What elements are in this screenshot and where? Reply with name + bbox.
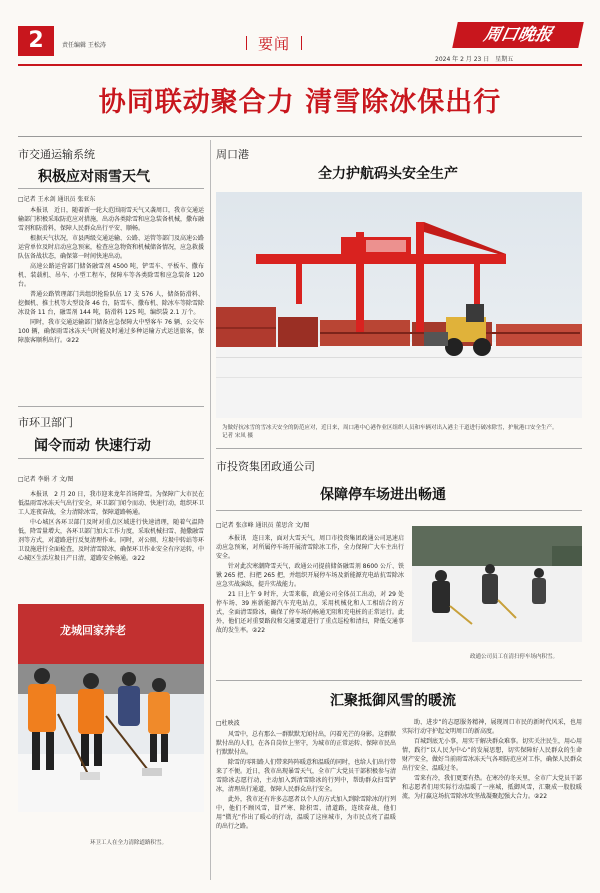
photo-sign-text: 龙城回家养老	[60, 624, 126, 637]
art4-body	[216, 534, 404, 672]
column-divider	[210, 140, 211, 880]
art4-kicker: 市投资集团政通公司	[216, 460, 315, 473]
art1-para: 普通公路管理部门共组织抢险队伍 17 支 576 人，储备防滑料、挖掘机、推土机等大型设备 46 台，防雪车、撒布机、除冰车等除雪除冰设备 11 台，融雪剂 144 吨，防滑料 125 吨，编织袋 2.1 万个。	[18, 291, 204, 316]
newspaper-logo: 周口晚报	[452, 22, 584, 48]
header-rule	[18, 64, 582, 66]
art4-rule	[216, 510, 582, 511]
art2-title: 全力护航码头安全生产	[318, 166, 458, 182]
art3-byline: □记者 李娟 才 文/图	[18, 476, 74, 483]
art1-para: 高速公路运营部门储备融雪剂 4500 吨，铲雪车、平板车、撒布机、装载机、吊车、小型工程车，保障车等各类除雪和应急装备 120 台。	[18, 263, 204, 288]
art4-end-rule	[216, 680, 582, 681]
art3-title: 闻令而动 快速行动	[34, 438, 151, 454]
art3-rule	[18, 458, 204, 459]
art3-kicker: 市环卫部门	[18, 416, 73, 429]
art1-para: 同时，我市交通运输部门储备应急保障大中型客车 76 辆、公交车 100 辆，确保雨雪冰冻天气时能及时通过多种运输方式运送旅客，保障旅客顺利出行。②22	[18, 319, 204, 344]
parking-photo	[412, 526, 582, 642]
art3-para: 本报讯 2 月 20 日，我市迎来龙年首场降雪。为保障广大市民在低温雨雪冰冻天气出行安全，环卫部门闻令而动、快速行动，组织环卫工人连夜奋战，全力清除冰雪，保障道路畅通。	[18, 491, 204, 516]
art3-para: 中心城区各环卫部门及时对重点区域进行快速清理，随着气温降低，降雪量增大，各环卫部门加大工作力度，采取机械扫雪、抛撒融雪剂等方式，对道路进行反复清理作业。同时，对公厕、垃圾中转站等环卫设施进行全面检查，及时清雪除冰，确保环卫作业安全有序运转，中心城区生活垃圾日产日清，道路安全畅通。②22	[18, 519, 204, 562]
art1-kicker: 市交通运输系统	[18, 148, 95, 161]
art1-rule	[18, 188, 204, 189]
editor-credit: 责任编辑 王松涛	[62, 42, 106, 49]
port-photo	[216, 192, 582, 418]
headline-rule	[18, 136, 582, 137]
art4-para: 针对此次寒潮降雪天气，政通公司提前储备融雪剂 8600 公斤、铁锹 265 把、扫把 265 把，并组织开展停车场及新能源充电站抗雪除冰应急实战演练，提升实战能力。	[216, 563, 404, 588]
art5-para: 助、进步”的志愿服务精神，展现周口市民的新时代风采，也用实际行动守护起文明周口的新高度。	[402, 719, 582, 735]
art4-para: 21 日上午 9 时许，大雪来临，政通公司全体员工出动，对 29 处停车场、39 座新能源汽车充电站点，采用机械化和人工相结合的方式，全面清雪除冰，确保了停车场的畅通无阻和充电桩的正常运行。此外，他们还对重要路段和交通要道进行了重点巡检和清扫，降低交通事故的发生率。②22	[216, 591, 404, 634]
art5-para: 风雪中，总有那么一群默默无闻付出，闪着光芒的身影。这群默默付出的人们，在各自岗位上坚守，为城市的正常运转、保障市民出行默默付出。	[216, 731, 396, 756]
art4-title: 保障停车场进出畅通	[320, 487, 446, 503]
main-headline: 协同联动聚合力 清雪除冰保出行	[98, 87, 502, 118]
art2-end-rule	[216, 448, 582, 449]
art3-body	[18, 490, 204, 590]
art5-col2	[402, 718, 582, 880]
art5-byline: □杜映波	[216, 720, 240, 727]
art1-para: 本报讯 近日，随着新一轮大范围雨雪天气又袭周口，我市交通运输部门积极采取防范应对措施，出动各类除雪和应急装备机械，撒布融雪剂和防滑料，保障人民群众出行平安、顺畅。	[18, 207, 204, 232]
art2-kicker: 周口港	[216, 148, 249, 161]
art1-title: 积极应对雨雪天气	[38, 169, 150, 185]
art4-para: 本报讯 连日来，面对大雪天气，周口市投资集团政通公司迅速启动应急预案，对所属停车场开展清雪除冰工作，全力保障广大车主出行安全。	[216, 535, 404, 560]
art5-para: 雪来有冷，我们更要有热。在寒冷的冬天里，全市广大党员干部和志愿者们用实际行动温暖了一座城，抵御风雪，汇聚成一股股暖流，为打赢这场抗雪除冰攻坚战凝聚起强大合力。②22	[402, 775, 582, 800]
art5-para: 百城到底无小事，用实干解决群众难事。切实关注民生，用心用情，践行“以人民为中心”的发展思想，切实保障好人民群众的生命财产安全，做好当前雨雪冰冻天气各项防范应对工作，确保人民群众出行安全、温暖过冬。	[402, 738, 582, 772]
art5-title: 汇聚抵御风雪的暖流	[330, 693, 456, 709]
issue-date: 2024 年 2 月 23 日 星期五	[435, 56, 514, 63]
section-title: 要闻	[258, 35, 291, 53]
art1-byline: □记者 王永剑 通讯员 张亚东	[18, 196, 96, 203]
art3-caption: 环卫工人在全力清除道路积雪。	[90, 840, 168, 846]
art1-end-rule	[18, 406, 204, 407]
art2-caption: 为做好抗冰雪的雪冰天安全的防范应对，近日来，周口港中心港作业区组织人员和车辆对出入港主干道进行破冰除雪，护航港口安全生产。 记者 宋凤 摄	[222, 425, 577, 439]
page-number: 2	[18, 26, 54, 56]
art4-caption: 政通公司员工在清扫停车场内积雪。	[470, 654, 559, 660]
art5-para: 此外，我市还有许多志愿者以个人的方式加入到除雪除冰的行列中，他们不顾风雪，冒严寒、除积雪、清道路，连续奋战，他们用“微光”作出了暖心的行动，温暖了这座城市，为市民点亮了温暖的出行之路。	[216, 796, 396, 830]
art1-body	[18, 206, 204, 402]
art1-para: 根据天气状况，市县两级交通运输、公路、运管等部门及高速公路运营单位及时启动应急预案，检查应急物资和机械储备情况，应急救援队伍备战状态，确保第一时间快速出动。	[18, 235, 204, 260]
art4-byline: □记者 张彦峰 通讯员 董思含 文/图	[216, 522, 310, 529]
art5-para: 除雪的零阳路人们带来阵阵暖意和温暖的同时，也给人们出行带来了不便。近日，我市出现暴雪天气，全市广大党员干部积极参与清雪除冰志愿行动，主动加入到清雪除冰的行列中，帮助群众扫雪铲冰，清理出行通道，保障人民群众出行安全。	[216, 759, 396, 793]
art5-col1	[216, 730, 396, 880]
